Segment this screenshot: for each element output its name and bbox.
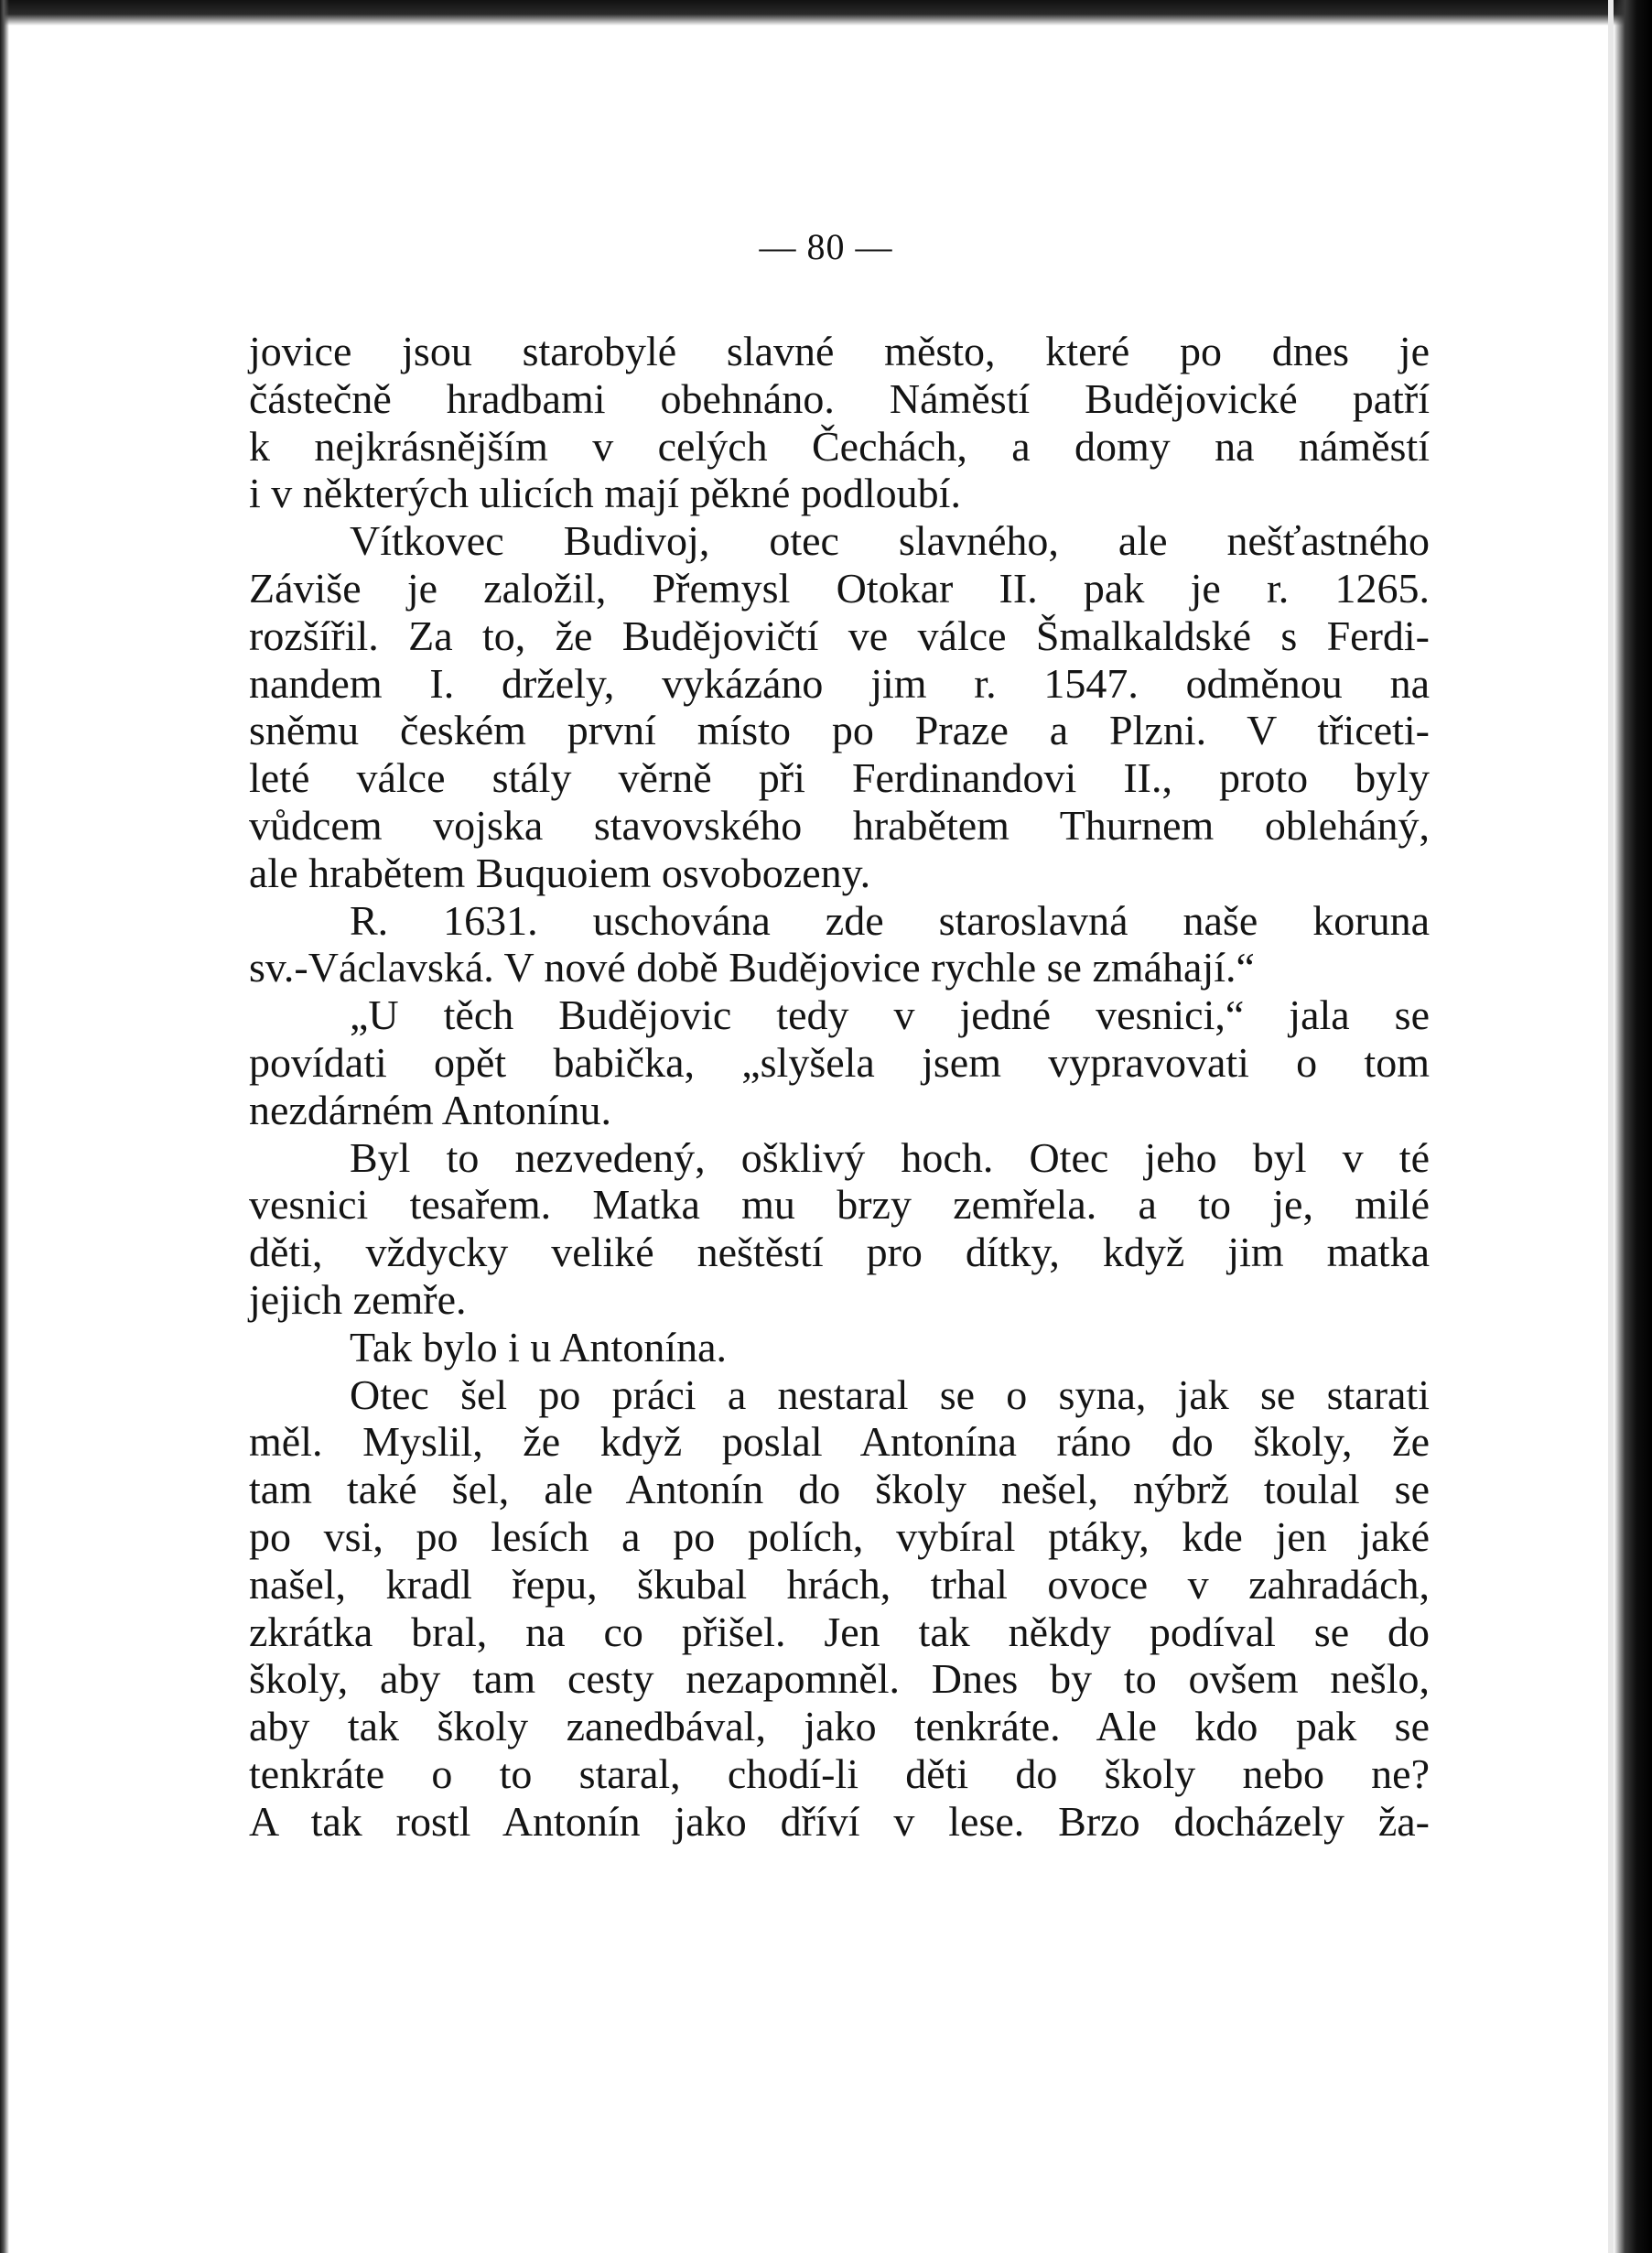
text-line: nandem I. držely, vykázáno jim r. 1547. odměnou na bbox=[249, 659, 1430, 707]
text-line: rozšířil. Za to, že Budějovičtí ve válce Šmalkaldské s Ferdi- bbox=[249, 612, 1430, 659]
text-line: vesnici tesařem. Matka mu brzy zemřela. a to je, milé bbox=[249, 1181, 1430, 1229]
text-line: zkrátka bral, na co přišel. Jen tak někdy podíval se do bbox=[249, 1608, 1430, 1655]
text-line: k nejkrásnějším v celých Čechách, a domy na náměstí bbox=[249, 422, 1430, 470]
text-line: Otec šel po práci a nestaral se o syna, jak se starati bbox=[350, 1370, 1430, 1418]
text-line: sněmu českém první místo po Praze a Plzni. V třiceti- bbox=[249, 707, 1430, 754]
text-line: povídati opět babička, „slyšela jsem vypravovati o tom bbox=[249, 1038, 1430, 1086]
scan-edge-left bbox=[0, 0, 9, 2253]
text-line: aby tak školy zanedbával, jako tenkráte. Ale kdo pak se bbox=[249, 1703, 1430, 1750]
text-line: Záviše je založil, Přemysl Otokar II. pak je r. 1265. bbox=[249, 564, 1430, 612]
text-line: i v některých ulicích mají pěkné podloubí. bbox=[249, 470, 961, 517]
text-line: po vsi, po lesích a po polích, vybíral ptáky, kde jen jaké bbox=[249, 1512, 1430, 1560]
text-line: našel, kradl řepu, škubal hrách, trhal ovoce v zahradách, bbox=[249, 1560, 1430, 1608]
text-line: Tak bylo i u Antonína. bbox=[350, 1323, 728, 1370]
text-line: A tak rostl Antonín jako dříví v lese. Brzo docházely ža- bbox=[249, 1797, 1430, 1845]
text-line: ale hrabětem Buquoiem osvobozeny. bbox=[249, 849, 871, 896]
text-line: jovice jsou starobylé slavné město, které po dnes je bbox=[249, 328, 1430, 374]
text-line: tenkráte o to staral, chodí-li děti do školy nebo ne? bbox=[249, 1749, 1430, 1797]
text-line: vůdcem vojska stavovského hrabětem Thurnem obleháný, bbox=[249, 801, 1430, 849]
text-line: školy, aby tam cesty nezapomněl. Dnes by to ovšem nešlo, bbox=[249, 1655, 1430, 1703]
scan-edge-right bbox=[1614, 0, 1652, 2253]
text-line: tam také šel, ale Antonín do školy nešel, nýbrž toulal se bbox=[249, 1466, 1430, 1513]
text-line: částečně hradbami obehnáno. Náměstí Budějovické patří bbox=[249, 374, 1430, 422]
page-number: — 80 — bbox=[759, 226, 893, 267]
text-line: sv.-Václavská. V nové době Budějovice rychle se zmáhají.“ bbox=[249, 944, 1255, 991]
text-line: Vítkovec Budivoj, otec slavného, ale nešťastného bbox=[350, 517, 1430, 565]
text-line: měl. Myslil, že když poslal Antonína ráno do školy, že bbox=[249, 1418, 1430, 1466]
text-line: R. 1631. uschována zde staroslavná naše koruna bbox=[350, 896, 1430, 944]
text-line: nezdárném Antonínu. bbox=[249, 1086, 612, 1133]
text-line: „U těch Budějovic tedy v jedné vesnici,“ jala se bbox=[350, 991, 1430, 1039]
scan-edge-top bbox=[0, 0, 1652, 26]
text-line: děti, vždycky veliké neštěstí pro dítky, když jim matka bbox=[249, 1229, 1430, 1276]
text-line: Byl to nezvedený, ošklivý hoch. Otec jeho byl v té bbox=[350, 1133, 1430, 1181]
body-text bbox=[249, 328, 1430, 1846]
text-line: jejich zemře. bbox=[249, 1275, 467, 1323]
text-line: leté válce stály věrně při Ferdinandovi II., proto byly bbox=[249, 754, 1430, 802]
